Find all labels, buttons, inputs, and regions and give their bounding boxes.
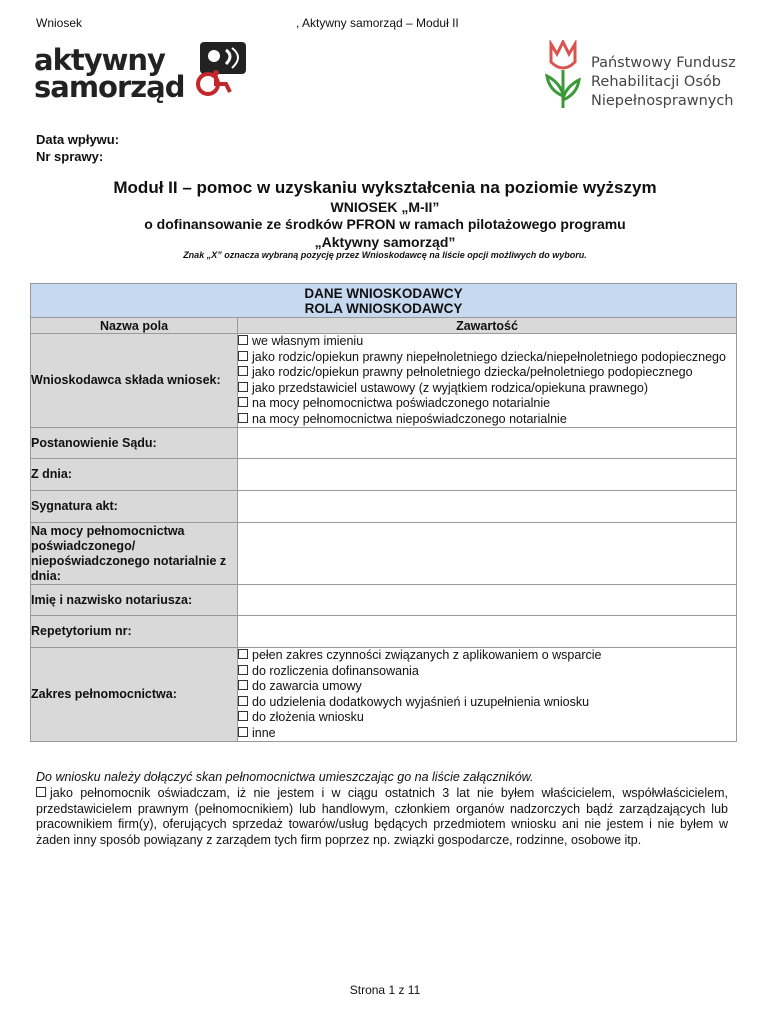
role-option[interactable]: na mocy pełnomocnictwa niepoświadczonego notarialnie <box>238 412 736 428</box>
poa-date-field[interactable] <box>238 523 737 585</box>
role-option[interactable]: jako przedstawiciel ustawowy (z wyjątkiem rodzica/opiekuna prawnego) <box>238 381 736 397</box>
page-number: Strona 1 z 11 <box>349 983 421 997</box>
court-decision-label: Postanowienie Sądu: <box>31 428 238 459</box>
case-signature-field[interactable] <box>238 491 737 523</box>
x-mark-instruction: Znak „X” oznacza wybraną pozycję przez Wnioskodawcę na liście opcji możliwych do wyboru. <box>183 250 587 260</box>
checkbox-icon[interactable] <box>238 696 248 706</box>
logo-line-2: samorząd <box>34 70 185 104</box>
table-row <box>31 491 737 523</box>
table-row <box>31 616 737 648</box>
repertory-number-label: Repetytorium nr: <box>31 616 238 648</box>
registration-meta <box>36 131 119 165</box>
applicant-role-label: Wnioskodawca składa wniosek: <box>31 334 238 428</box>
scope-option[interactable]: do złożenia wniosku <box>238 710 736 726</box>
form-code: WNIOSEK „M-II” <box>330 199 440 215</box>
applicant-data-table <box>30 283 737 742</box>
scope-option[interactable]: do udzielenia dodatkowych wyjaśnień i uzupełnienia wniosku <box>238 695 736 711</box>
aktywny-samorzad-logo <box>34 40 254 102</box>
court-decision-field[interactable] <box>238 428 737 459</box>
declaration-text: jako pełnomocnik oświadczam, iż nie jestem i w ciągu ostatnich 3 lat nie byłem właścicielem, współwłaścicielem, przedstawicielem prawnym (pełnomocnikiem) lub handlowym, członkiem organów nadzorczych bądź zarządzających lub pracownikiem firm(y), oferujących sprzedaż towarów/usług będących przedmiotem wniosku ani nie jestem i nie byłem w żaden inny sposób powiązany z zarządem tych firm poprzez np. związki gospodarcze, rodzinne, osobowe itp. <box>36 785 728 848</box>
poa-date-label: Na mocy pełnomocnictwa poświadczonego/ niepoświadczonego notarialnie z dnia: <box>31 523 238 585</box>
table-row <box>31 428 737 459</box>
checkbox-icon[interactable] <box>36 787 46 797</box>
poa-scope-options <box>238 648 737 742</box>
scope-option[interactable]: do rozliczenia dofinansowania <box>238 664 736 680</box>
checkbox-icon[interactable] <box>238 413 248 423</box>
pfron-line-1: Państwowy Fundusz <box>591 55 736 71</box>
scope-option[interactable]: inne <box>238 726 736 742</box>
notary-name-label: Imię i nazwisko notariusza: <box>31 585 238 616</box>
repertory-number-field[interactable] <box>238 616 737 648</box>
scope-option[interactable]: pełen zakres czynności związanych z aplikowaniem o wsparcie <box>238 648 736 664</box>
section-subtitle: ROLA WNIOSKODAWCY <box>304 300 463 316</box>
role-option[interactable]: we własnym imieniu <box>238 334 736 350</box>
received-date-label: Data wpływu: <box>36 132 120 147</box>
form-subtitle: o dofinansowanie ze środków PFRON w ramach pilotażowego programu <box>144 216 626 232</box>
pfron-tulip-icon <box>543 40 585 110</box>
disability-symbols-icon <box>194 40 252 100</box>
role-option[interactable]: jako rodzic/opiekun prawny niepełnoletniego dziecka/niepełnoletniego podopiecznego <box>238 350 736 366</box>
checkbox-icon[interactable] <box>238 397 248 407</box>
checkbox-icon[interactable] <box>238 727 248 737</box>
table-row <box>31 648 737 742</box>
checkbox-icon[interactable] <box>238 711 248 721</box>
checkbox-icon[interactable] <box>238 649 248 659</box>
logo-line-1: aktywny <box>34 43 165 77</box>
role-option[interactable]: jako rodzic/opiekun prawny pełnoletniego dziecka/pełnoletniego podopiecznego <box>238 365 736 381</box>
attachment-note: Do wniosku należy dołączyć skan pełnomocnictwa umieszczając go na liście załączników. <box>36 770 534 784</box>
checkbox-icon[interactable] <box>238 382 248 392</box>
date-label: Z dnia: <box>31 459 238 491</box>
column-header-field: Nazwa pola <box>31 318 238 334</box>
pfron-line-2: Rehabilitacji Osób <box>591 74 721 90</box>
column-header-value: Zawartość <box>238 318 737 334</box>
program-name: „Aktywny samorząd” <box>314 234 456 250</box>
header-doc-label: Wniosek <box>36 16 83 30</box>
module-title: Moduł II – pomoc w uzyskaniu wykształcenia na poziomie wyższym <box>113 178 657 197</box>
role-option[interactable]: na mocy pełnomocnictwa poświadczonego notarialnie <box>238 396 736 412</box>
section-header <box>31 284 737 318</box>
pfron-line-3: Niepełnosprawnych <box>591 93 734 109</box>
case-signature-label: Sygnatura akt: <box>31 491 238 523</box>
checkbox-icon[interactable] <box>238 335 248 345</box>
case-number-label: Nr sprawy: <box>36 149 104 164</box>
poa-scope-label: Zakres pełnomocnictwa: <box>31 648 238 742</box>
checkbox-icon[interactable] <box>238 665 248 675</box>
table-row <box>31 585 737 616</box>
table-row <box>31 523 737 585</box>
checkbox-icon[interactable] <box>238 680 248 690</box>
post-table-section <box>36 770 728 849</box>
notary-name-field[interactable] <box>238 585 737 616</box>
applicant-role-options <box>238 334 737 428</box>
section-title: DANE WNIOSKODAWCY <box>304 285 463 301</box>
table-row <box>31 459 737 491</box>
header-program-label: , Aktywny samorząd – Moduł II <box>296 16 459 30</box>
checkbox-icon[interactable] <box>238 366 248 376</box>
pfron-logo <box>543 40 743 110</box>
table-row <box>31 334 737 428</box>
checkbox-icon[interactable] <box>238 351 248 361</box>
scope-option[interactable]: do zawarcia umowy <box>238 679 736 695</box>
declaration-option[interactable] <box>36 786 728 849</box>
date-field[interactable] <box>238 459 737 491</box>
